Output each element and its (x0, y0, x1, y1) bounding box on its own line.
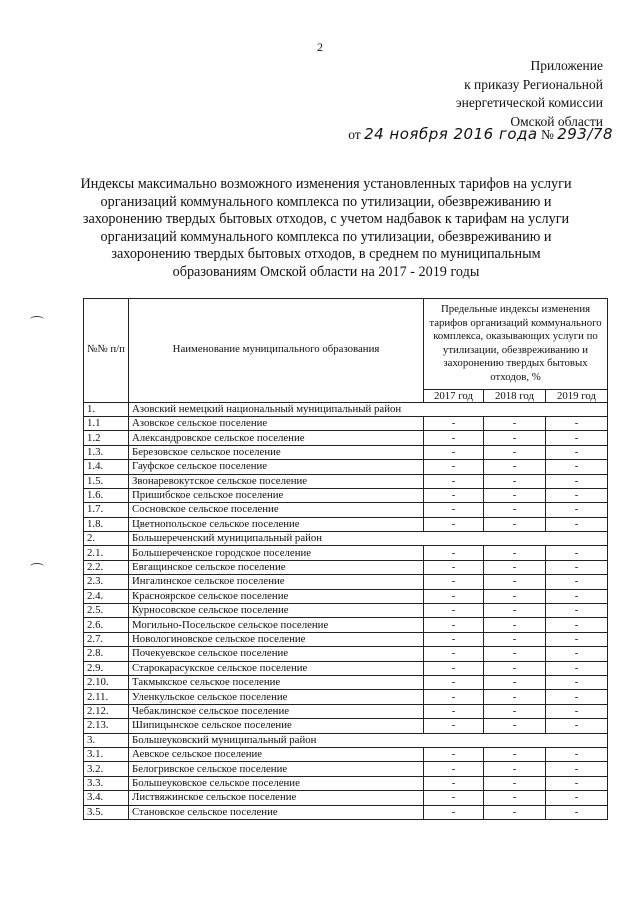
district-name: Азовский немецкий национальный муниципальный район (129, 402, 608, 416)
table-row (84, 632, 608, 646)
table-row (84, 460, 608, 474)
index-value: - (484, 460, 546, 474)
order-reference (348, 125, 613, 143)
municipality-name: Аевское сельское поселение (129, 747, 424, 761)
municipality-name: Александровское сельское поселение (129, 431, 424, 445)
document-title: Индексы максимально возможного изменения установленных тарифов на услуги организаций коммунального комплекса по утилизации, обезвреживанию и захоронению твердых бытовых отходов, с учетом надбавок к тарифам на услуги организаций коммунального комплекса по утилизации, обезвреживанию и захоронению твердых бытовых отходов, в среднем по муниципальным образованиям Омской области на 2017 - 2019 годы (80, 176, 572, 280)
row-number: 2.9. (84, 661, 129, 675)
table-row (84, 445, 608, 459)
index-value: - (484, 776, 546, 790)
row-number: 3.2. (84, 762, 129, 776)
index-value: - (424, 575, 484, 589)
row-number: 2.6. (84, 618, 129, 632)
row-number: 1.7. (84, 503, 129, 517)
municipality-name: Чебаклинское сельское поселение (129, 704, 424, 718)
index-value: - (484, 416, 546, 430)
index-value: - (424, 589, 484, 603)
index-value: - (546, 805, 608, 819)
municipality-name: Белогривское сельское поселение (129, 762, 424, 776)
row-number: 3.1. (84, 747, 129, 761)
table-row (84, 675, 608, 689)
index-value: - (546, 488, 608, 502)
table-row (84, 604, 608, 618)
index-value: - (424, 546, 484, 560)
table-row (84, 747, 608, 761)
hole-punch-mark (30, 316, 44, 323)
index-value: - (424, 431, 484, 445)
index-value: - (424, 704, 484, 718)
index-value: - (424, 632, 484, 646)
index-value: - (424, 791, 484, 805)
index-value: - (424, 488, 484, 502)
row-number: 2.13. (84, 719, 129, 733)
index-value: - (546, 618, 608, 632)
index-value: - (424, 460, 484, 474)
table-row (84, 704, 608, 718)
municipality-name: Красноярское сельское поселение (129, 589, 424, 603)
table-row (84, 517, 608, 531)
index-value: - (546, 675, 608, 689)
table-row (84, 431, 608, 445)
table-row (84, 618, 608, 632)
municipality-name: Большереченское городское поселение (129, 546, 424, 560)
order-number-handwritten: 293/78 (557, 125, 613, 143)
index-value: - (484, 431, 546, 445)
row-number: 1.8. (84, 517, 129, 531)
index-value: - (484, 704, 546, 718)
row-number: 2. (84, 532, 129, 546)
municipality-name: Азовское сельское поселение (129, 416, 424, 430)
row-number: 3.3. (84, 776, 129, 790)
index-value: - (546, 690, 608, 704)
index-value: - (546, 460, 608, 474)
index-value: - (546, 647, 608, 661)
index-value: - (484, 589, 546, 603)
index-value: - (546, 791, 608, 805)
row-number: 3.4. (84, 791, 129, 805)
index-value: - (484, 517, 546, 531)
index-value: - (546, 719, 608, 733)
appendix-line: Приложение (530, 58, 603, 73)
municipality-name: Листвяжинское сельское поселение (129, 791, 424, 805)
municipality-name: Новологиновское сельское поселение (129, 632, 424, 646)
index-value: - (484, 647, 546, 661)
row-number: 2.7. (84, 632, 129, 646)
index-value: - (546, 560, 608, 574)
index-value: - (484, 747, 546, 761)
index-value: - (484, 805, 546, 819)
index-value: - (546, 546, 608, 560)
table-row (84, 661, 608, 675)
table-row (84, 791, 608, 805)
municipality-name: Ингалинское сельское поселение (129, 575, 424, 589)
table-row (84, 719, 608, 733)
district-row (84, 733, 608, 747)
index-value: - (546, 747, 608, 761)
index-value: - (424, 661, 484, 675)
order-number-label: № (540, 127, 554, 142)
index-value: - (424, 503, 484, 517)
table-row (84, 647, 608, 661)
table-row (84, 488, 608, 502)
row-number: 3. (84, 733, 129, 747)
index-value: - (424, 474, 484, 488)
municipality-name: Звонаревокутское сельское поселение (129, 474, 424, 488)
table-row (84, 560, 608, 574)
index-value: - (546, 445, 608, 459)
table-row (84, 762, 608, 776)
appendix-header (456, 57, 603, 131)
index-value: - (546, 762, 608, 776)
municipality-name: Курносовское сельское поселение (129, 604, 424, 618)
municipality-name: Евгащинское сельское поселение (129, 560, 424, 574)
index-value: - (484, 719, 546, 733)
index-value: - (484, 791, 546, 805)
index-value: - (424, 560, 484, 574)
index-value: - (424, 747, 484, 761)
index-value: - (424, 675, 484, 689)
index-value: - (546, 575, 608, 589)
appendix-line: энергетической комиссии (455, 95, 603, 110)
index-value: - (484, 503, 546, 517)
municipality-name: Становское сельское поселение (129, 805, 424, 819)
row-number: 2.2. (84, 560, 129, 574)
order-date-handwritten: 24 ноября 2016 года (364, 125, 538, 143)
index-value: - (546, 503, 608, 517)
index-value: - (484, 546, 546, 560)
index-value: - (424, 604, 484, 618)
municipality-name: Большеуковское сельское поселение (129, 776, 424, 790)
municipality-name: Шипицынское сельское поселение (129, 719, 424, 733)
row-number: 2.12. (84, 704, 129, 718)
row-number: 1.2 (84, 431, 129, 445)
municipality-name: Сосновское сельское поселение (129, 503, 424, 517)
row-number: 2.5. (84, 604, 129, 618)
index-value: - (546, 704, 608, 718)
header-number: №№ п/п (84, 299, 129, 403)
row-number: 1.1 (84, 416, 129, 430)
index-value: - (484, 575, 546, 589)
row-number: 2.8. (84, 647, 129, 661)
index-value: - (484, 474, 546, 488)
index-value: - (484, 675, 546, 689)
municipality-name: Такмыкское сельское поселение (129, 675, 424, 689)
index-value: - (546, 416, 608, 430)
index-value: - (424, 647, 484, 661)
index-value: - (546, 517, 608, 531)
district-row (84, 402, 608, 416)
index-value: - (546, 776, 608, 790)
row-number: 3.5. (84, 805, 129, 819)
municipality-name: Уленкульское сельское поселение (129, 690, 424, 704)
index-value: - (484, 445, 546, 459)
municipality-name: Могильно-Посельское сельское поселение (129, 618, 424, 632)
table-row (84, 416, 608, 430)
index-value: - (546, 474, 608, 488)
row-number: 2.4. (84, 589, 129, 603)
district-row (84, 532, 608, 546)
index-value: - (484, 604, 546, 618)
index-value: - (424, 719, 484, 733)
index-value: - (546, 589, 608, 603)
index-value: - (424, 805, 484, 819)
appendix-line: к приказу Региональной (464, 76, 603, 92)
header-municipality: Наименование муниципального образования (129, 299, 424, 403)
index-value: - (424, 445, 484, 459)
index-value: - (484, 690, 546, 704)
index-value: - (424, 618, 484, 632)
row-number: 1.3. (84, 445, 129, 459)
municipality-name: Цветнопольское сельское поселение (129, 517, 424, 531)
municipality-name: Старокарасукское сельское поселение (129, 661, 424, 675)
index-value: - (484, 618, 546, 632)
row-number: 1. (84, 402, 129, 416)
index-value: - (484, 560, 546, 574)
header-indices: Предельные индексы изменения тарифов организаций коммунального комплекса, оказывающих услуги по утилизации, обезвреживанию и захоронению твердых бытовых отходов, % (424, 299, 608, 390)
index-value: - (484, 488, 546, 502)
index-value: - (424, 762, 484, 776)
tariff-index-table (83, 298, 608, 820)
index-value: - (546, 604, 608, 618)
index-value: - (484, 762, 546, 776)
district-name: Большереченский муниципальный район (129, 532, 608, 546)
index-value: - (424, 416, 484, 430)
municipality-name: Гауфское сельское поселение (129, 460, 424, 474)
index-value: - (546, 632, 608, 646)
municipality-name: Березовское сельское поселение (129, 445, 424, 459)
header-year: 2018 год (484, 389, 546, 402)
table-row (84, 503, 608, 517)
row-number: 2.1. (84, 546, 129, 560)
index-value: - (424, 517, 484, 531)
table-row (84, 776, 608, 790)
table-row (84, 805, 608, 819)
row-number: 1.6. (84, 488, 129, 502)
page-number: 2 (317, 40, 323, 54)
index-value: - (484, 661, 546, 675)
appendix-line: Омской области (510, 113, 603, 129)
row-number: 1.5. (84, 474, 129, 488)
table-row (84, 474, 608, 488)
index-value: - (546, 431, 608, 445)
row-number: 1.4. (84, 460, 129, 474)
table-row (84, 690, 608, 704)
table-row (84, 589, 608, 603)
table-row (84, 575, 608, 589)
index-value: - (424, 690, 484, 704)
header-year: 2017 год (424, 389, 484, 402)
district-name: Большеуковский муниципальный район (129, 733, 608, 747)
hole-punch-mark (30, 563, 44, 570)
header-year: 2019 год (546, 389, 608, 402)
index-value: - (484, 632, 546, 646)
municipality-name: Почекуевское сельское поселение (129, 647, 424, 661)
row-number: 2.3. (84, 575, 129, 589)
index-value: - (546, 661, 608, 675)
index-value: - (424, 776, 484, 790)
municipality-name: Пришибское сельское поселение (129, 488, 424, 502)
order-prefix: от (348, 127, 361, 142)
table-row (84, 546, 608, 560)
row-number: 2.11. (84, 690, 129, 704)
row-number: 2.10. (84, 675, 129, 689)
